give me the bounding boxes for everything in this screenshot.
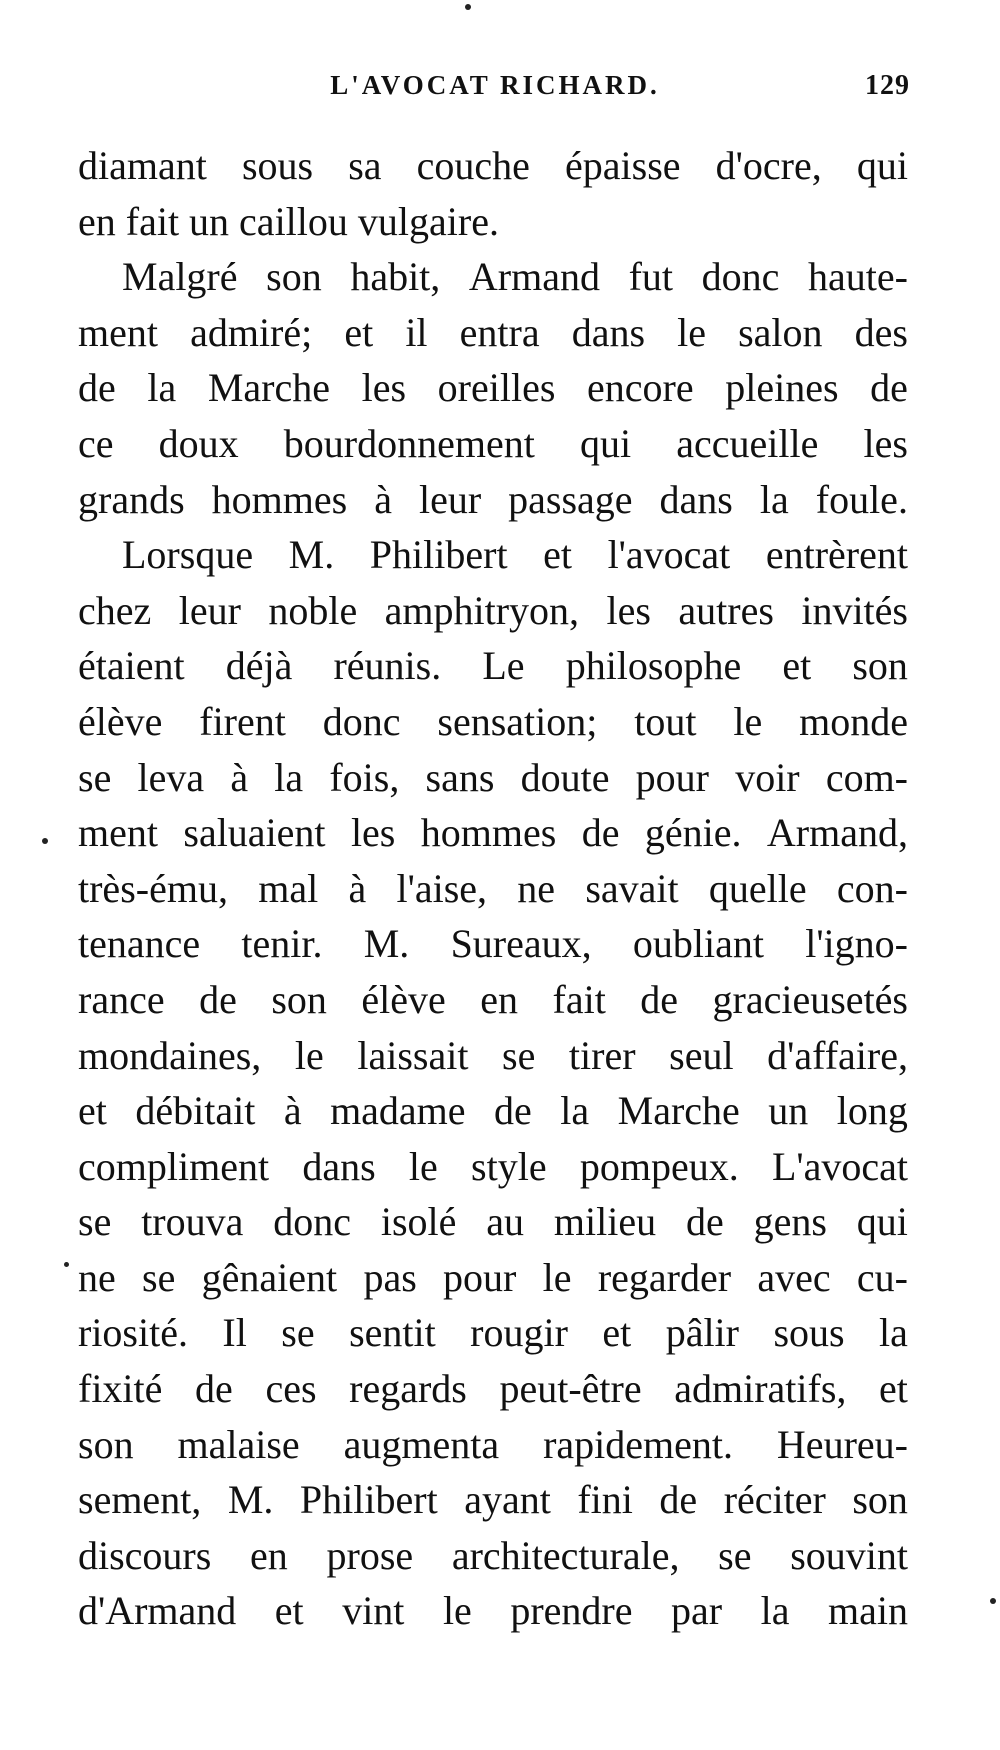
running-title: L'AVOCAT RICHARD. bbox=[330, 70, 660, 100]
text-line: et débitait à madame de la Marche un long bbox=[78, 1088, 908, 1134]
running-head bbox=[80, 70, 910, 114]
text-line: ment admiré; et il entra dans le salon des bbox=[78, 309, 908, 355]
text-line: son malaise augmenta rapidement. Heureu- bbox=[78, 1421, 908, 1467]
text-line: compliment dans le style pompeux. L'avocat bbox=[78, 1143, 908, 1189]
text-line: étaient déjà réunis. Le philosophe et son bbox=[78, 643, 908, 689]
text-line: élève firent donc sensation; tout le monde bbox=[78, 698, 908, 744]
text-line: Lorsque M. Philibert et l'avocat entrèrent bbox=[122, 532, 908, 578]
text-line: rance de son élève en fait de gracieusetés bbox=[78, 976, 908, 1022]
page-number: 129 bbox=[865, 70, 910, 101]
text-line: fixité de ces regards peut-être admiratifs, et bbox=[78, 1366, 908, 1412]
text-line: très-ému, mal à l'aise, ne savait quelle con- bbox=[78, 865, 908, 911]
text-line: grands hommes à leur passage dans la foule. bbox=[78, 476, 908, 522]
scan-speck bbox=[465, 4, 471, 10]
text-line: diamant sous sa couche épaisse d'ocre, qui bbox=[78, 143, 908, 188]
text-line: ne se gênaient pas pour le regarder avec cu- bbox=[78, 1254, 908, 1300]
scan-speck bbox=[990, 1598, 996, 1604]
text-line: ment saluaient les hommes de génie. Armand, bbox=[78, 810, 908, 856]
text-line: d'Armand et vint le prendre par la main bbox=[78, 1588, 908, 1634]
text-line: se leva à la fois, sans doute pour voir com- bbox=[78, 754, 908, 800]
text-line: tenance tenir. M. Sureaux, oubliant l'igno- bbox=[78, 921, 908, 967]
scan-speck bbox=[64, 1262, 69, 1267]
text-line: Malgré son habit, Armand fut donc haute- bbox=[122, 254, 908, 300]
text-line: chez leur noble amphitryon, les autres invités bbox=[78, 587, 908, 633]
text-line: discours en prose architecturale, se souvint bbox=[78, 1532, 908, 1578]
body-text bbox=[78, 138, 908, 1639]
text-line: sement, M. Philibert ayant fini de réciter son bbox=[78, 1477, 908, 1523]
text-line: mondaines, le laissait se tirer seul d'affaire, bbox=[78, 1032, 908, 1078]
text-line: en fait un caillou vulgaire. bbox=[78, 198, 499, 244]
text-line: ce doux bourdonnement qui accueille les bbox=[78, 420, 908, 466]
text-line: riosité. Il se sentit rougir et pâlir sous la bbox=[78, 1310, 908, 1356]
text-line: se trouva donc isolé au milieu de gens qui bbox=[78, 1199, 908, 1245]
text-line: de la Marche les oreilles encore pleines de bbox=[78, 365, 908, 411]
scan-speck bbox=[42, 838, 48, 844]
